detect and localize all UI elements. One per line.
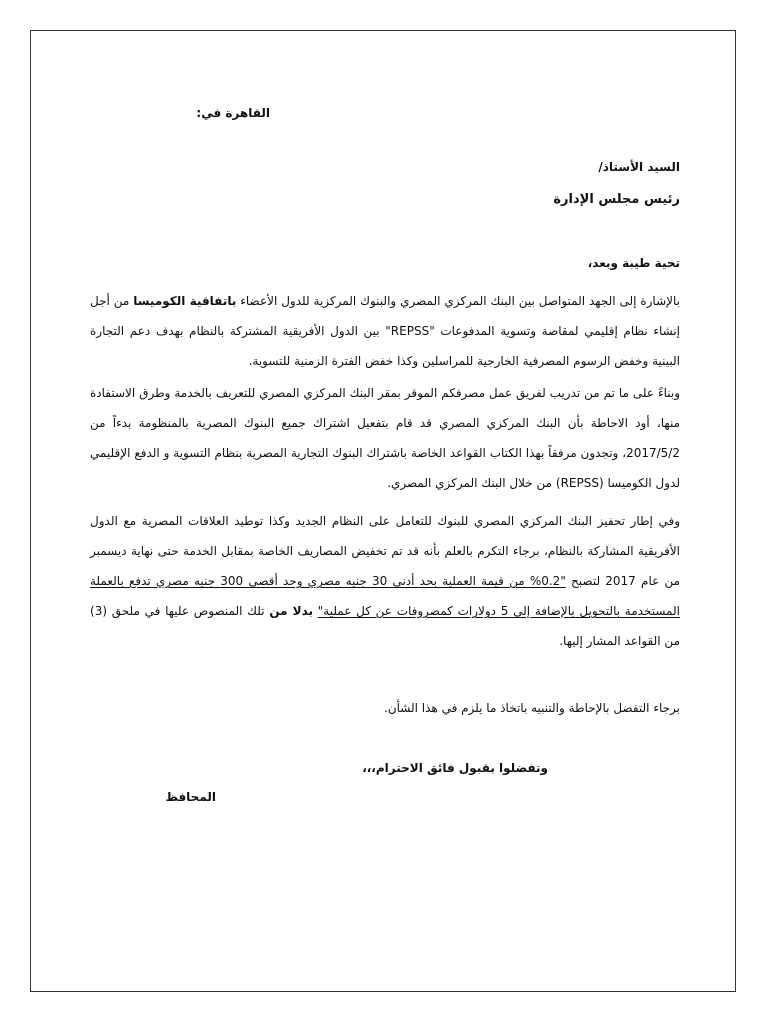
request-line: برجاء التفضل بالإحاطة والتنبيه باتخاذ ما يلزم في هذا الشأن. [384,701,680,715]
paragraph-1-part-2: من أجل إنشاء نظام إقليمي لمقاصة وتسوية المدفوعات "REPSS" بين الدول الأفريقية المشتركة بالنظام بهدف دعم التجارة البينية وخفض الرسوم المصرفية الخارجية للمراسلين وكذا خفض الفترة الزمنية للتسوية. [90,294,680,368]
paragraph-2: وبناءً على ما تم من تدريب لفريق عمل مصرفكم الموقر بمقر البنك المركزي المصري للتعريف بالخدمة وطرق الاستفادة منها، أود الاحاطة بأن البنك المركزي المصري قد قام بتفعيل اشتراك جميع البنوك المصرية بالمنظومة بدءاً من 2017/5/2، وتجدون مرفقاً بهذا الكتاب القواعد الخاصة باشتراك البنوك التجارية المصرية بنظام التسوية و الدفع الإقليمي لدول الكوميسا (REPSS) من خلال البنك المركزي المصري. [90,386,680,490]
paragraph-3-underlined: "0.2% من قيمة العملية بحد أدنى 30 جنيه مصري وحد أقصى 300 جنيه مصري تدفع بالعملة المستخدمة بالتحويل بالإضافة إلى 5 دولارات كمصروفات عن كل عملية" [90,574,680,618]
signatory-title: المحافظ [165,790,216,804]
closing-line: وتفضلوا بقبول فائق الاحترام،،، [362,761,548,775]
paragraph-1 [90,286,680,376]
paragraph-3 [90,506,680,656]
paragraph-1-part-1: بالإشارة إلى الجهد المتواصل بين البنك المركزي المصري والبنوك المركزية للدول الأعضاء [240,294,680,308]
paragraph-3-bold: بدلا من [269,604,314,618]
paragraph-1-bold: باتفاقية الكوميسا [133,294,237,308]
paragraph-3-part-1: وفي إطار تحفيز البنك المركزي المصري للبنوك للتعامل على النظام الجديد وكذا توطيد العلاقات المصرية مع الدول الأفريقية المشاركة بالنظام، برجاء التكرم بالعلم بأنه قد تم تخفيض المصاريف الخاصة بمقابل الخدمة حتى نهاية ديسمبر من عام 2017 لتصبح [90,514,681,588]
greeting: تحية طيبة وبعد، [587,256,680,270]
place-date: القاهرة في: [196,106,270,120]
salutation-title: السيد الأستاذ/ [598,160,680,174]
salutation-position: رئيس مجلس الإدارة [553,192,680,207]
paragraph-3-part-2: تلك المنصوص عليها في ملحق (3) من القواعد المشار إليها. [90,604,680,648]
